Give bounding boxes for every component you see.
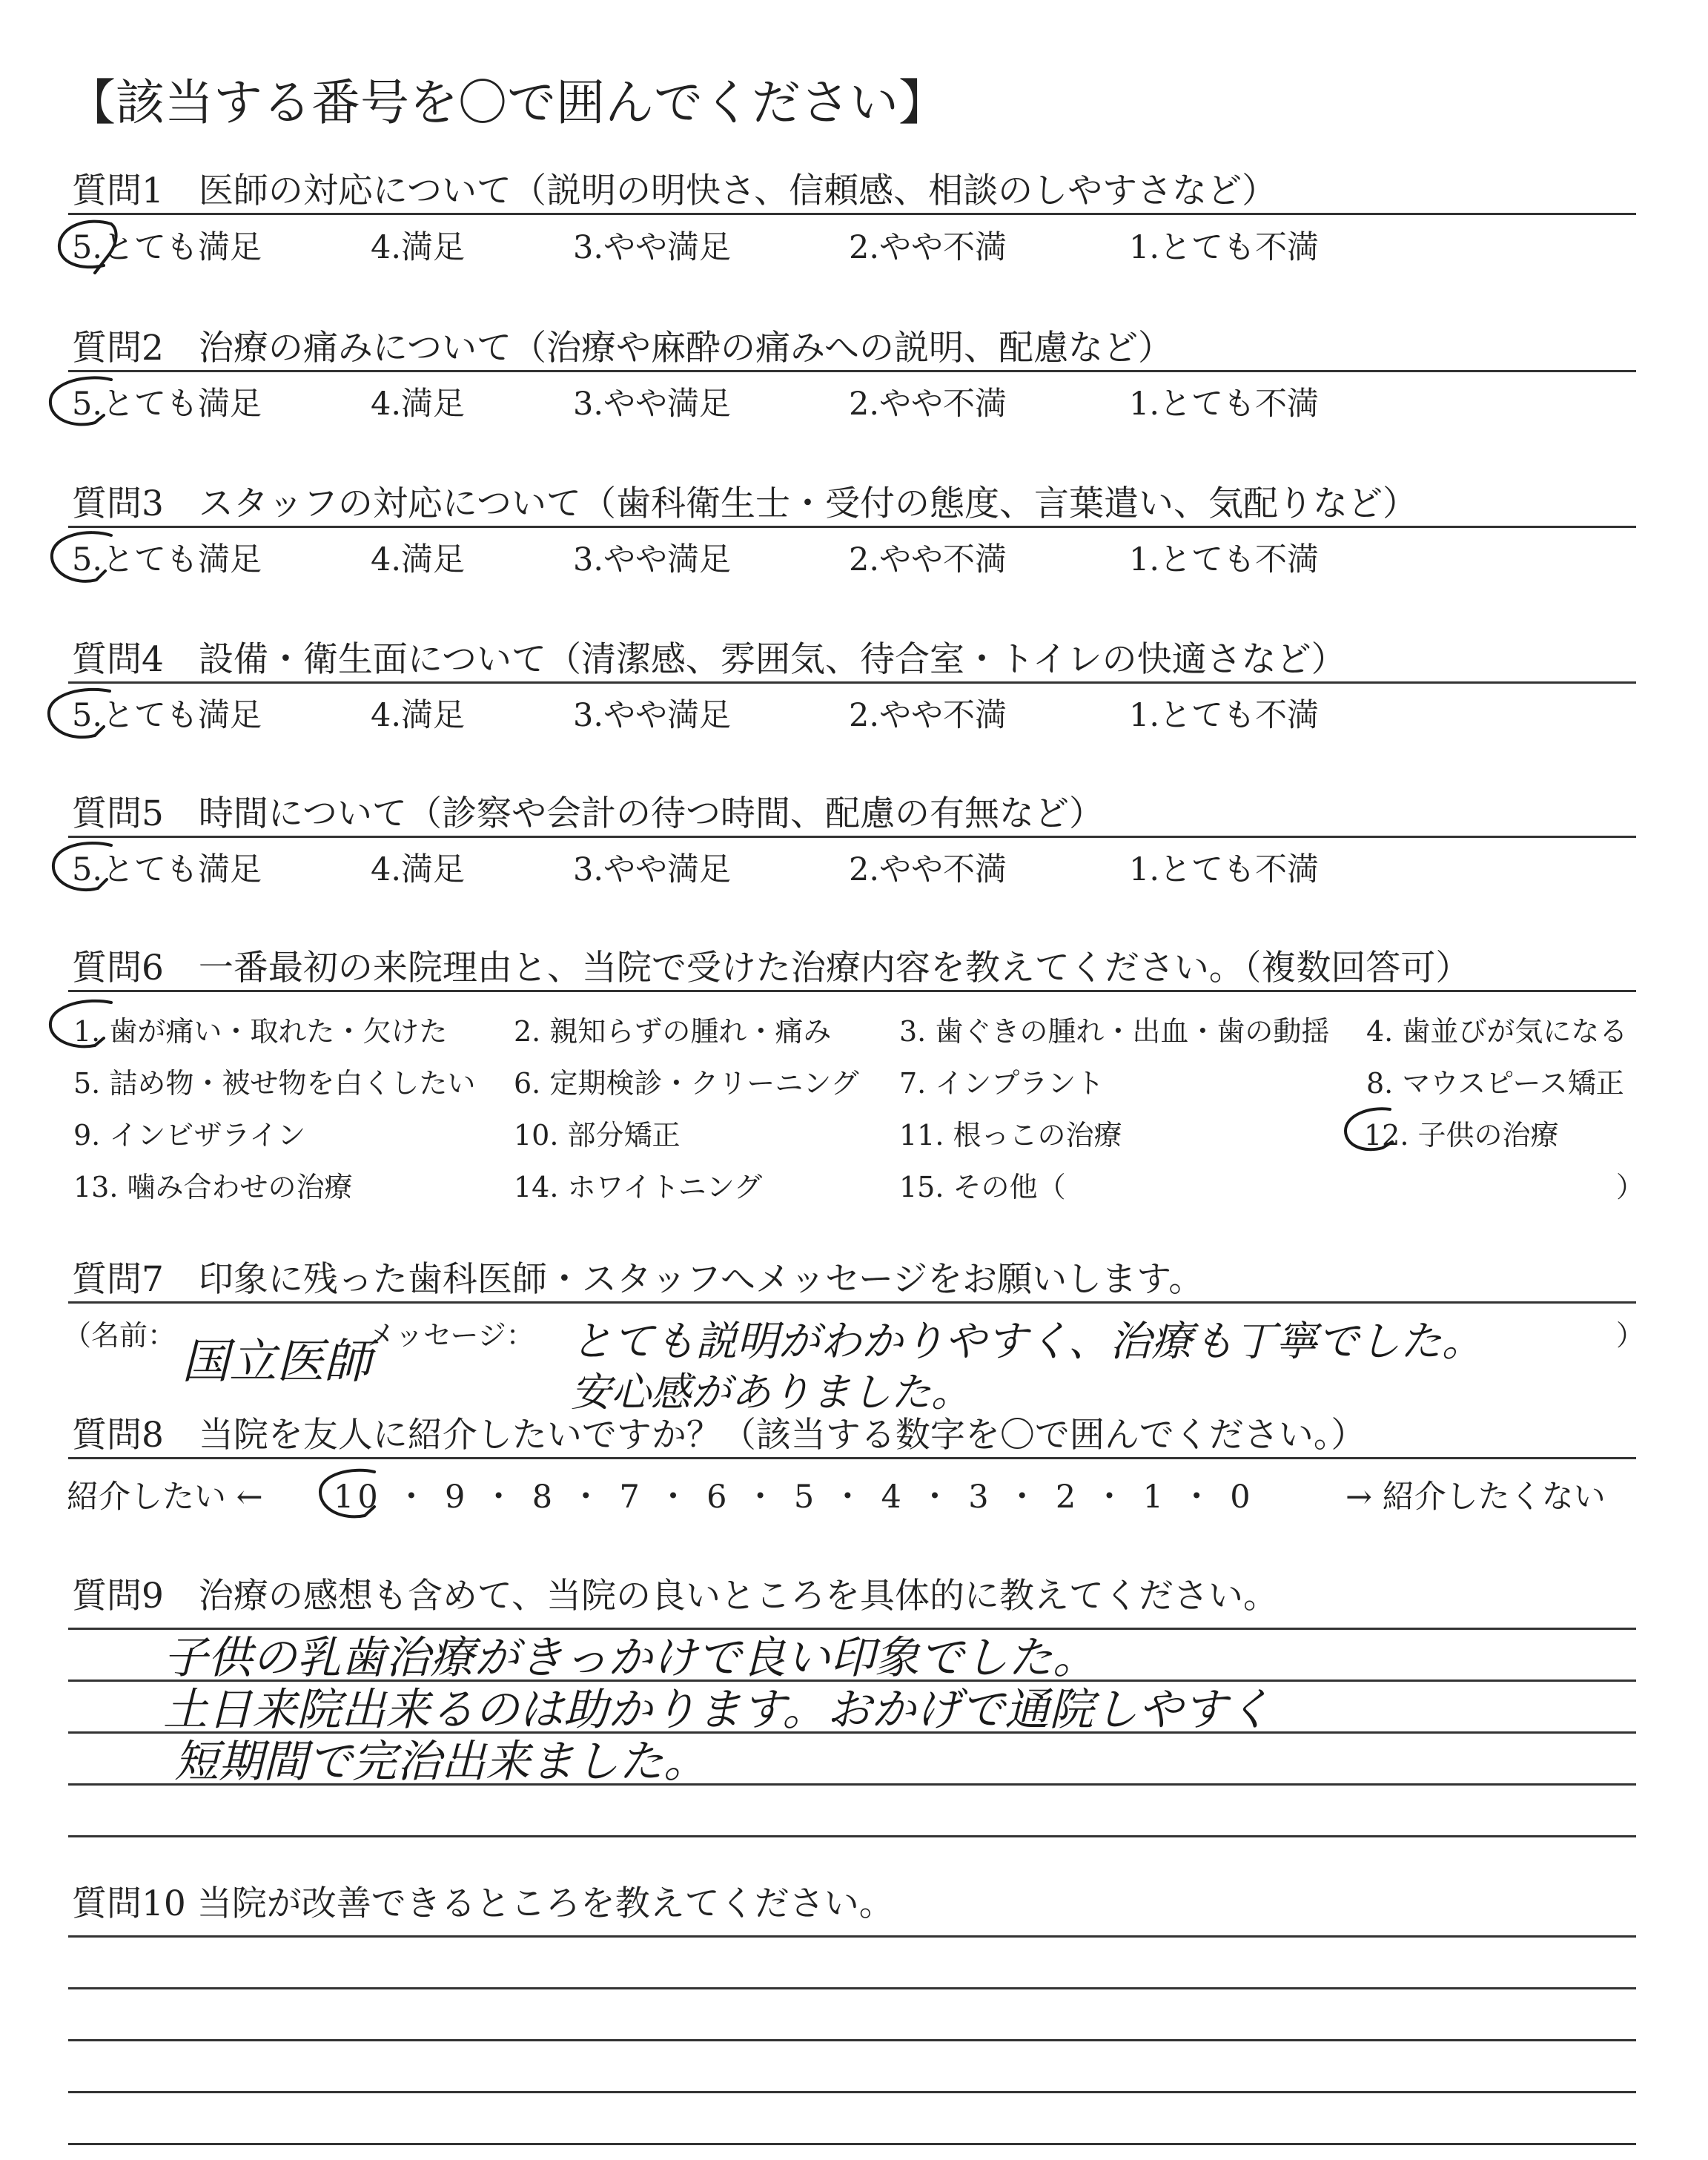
q2-option-4[interactable]: 4.満足 bbox=[371, 386, 466, 423]
question-7-label: 質問7 印象に残った歯科医師・スタッフへメッセージをお願いします。 bbox=[72, 1259, 1204, 1300]
q6-other-close-paren: ） bbox=[1616, 1171, 1645, 1203]
q5-option-5[interactable]: 5.とても満足 bbox=[72, 851, 262, 888]
q1-option-2[interactable]: 2.やや不満 bbox=[849, 229, 1007, 266]
q9-answer-line-2: 土日来院出来るのは助かります。おかげで通院しやすく bbox=[163, 1684, 1272, 1736]
q7-message-line-1: とても説明がわかりやすく、治療も丁寧でした。 bbox=[571, 1318, 1483, 1366]
q8-left-label: 紹介したい ← bbox=[67, 1479, 263, 1516]
q6-item-1-selection-circle bbox=[50, 1001, 111, 1047]
q4-option-2[interactable]: 2.やや不満 bbox=[849, 697, 1007, 734]
q7-message-label: メッセージ： bbox=[367, 1319, 534, 1352]
q1-option-3[interactable]: 3.やや満足 bbox=[573, 229, 732, 266]
q6-item-7[interactable]: 7. インプラント bbox=[899, 1067, 1105, 1100]
question-3-label: 質問3 スタッフの対応について（歯科衛生士・受付の態度、言葉遣い、気配りなど） bbox=[72, 483, 1417, 524]
q2-option-3[interactable]: 3.やや満足 bbox=[573, 386, 732, 423]
question-6-label: 質問6 一番最初の来院理由と、当院で受けた治療内容を教えてください。（複数回答可） bbox=[72, 948, 1471, 988]
q9-answer-line-3: 短期間で完治出来ました。 bbox=[174, 1736, 708, 1788]
q5-selection-circle bbox=[53, 843, 111, 890]
q1-option-5[interactable]: 5.とても満足 bbox=[72, 229, 262, 266]
question-4-label: 質問4 設備・衛生面について（清潔感、雰囲気、待合室・トイレの快適さなど） bbox=[72, 639, 1346, 680]
q2-option-1[interactable]: 1.とても不満 bbox=[1129, 386, 1320, 423]
q4-option-4[interactable]: 4.満足 bbox=[371, 697, 466, 734]
q6-item-8[interactable]: 8. マウスピース矯正 bbox=[1366, 1067, 1624, 1100]
q3-option-3[interactable]: 3.やや満足 bbox=[573, 541, 732, 578]
question-1-label: 質問1 医師の対応について（説明の明快さ、信頼感、相談のしやすさなど） bbox=[72, 171, 1277, 211]
q3-selection-circle bbox=[52, 532, 111, 581]
q8-scale[interactable]: 10 ・ 9 ・ 8 ・ 7 ・ 6 ・ 5 ・ 4 ・ 3 ・ 2 ・ 1 ・ 0 bbox=[334, 1479, 1254, 1516]
q4-option-3[interactable]: 3.やや満足 bbox=[573, 697, 732, 734]
question-10-label: 質問10 当院が改善できるところを教えてください。 bbox=[72, 1883, 894, 1924]
q6-item-12[interactable]: 12. 子供の治療 bbox=[1364, 1119, 1559, 1152]
q1-option-4[interactable]: 4.満足 bbox=[371, 229, 466, 266]
q2-selection-circle bbox=[50, 377, 111, 424]
q6-item-15[interactable]: 15. その他（ bbox=[899, 1171, 1066, 1203]
q5-option-1[interactable]: 1.とても不満 bbox=[1129, 851, 1320, 888]
q6-item-10[interactable]: 10. 部分矯正 bbox=[514, 1119, 681, 1152]
q9-answer-line-1: 子供の乳歯治療がきっかけで良い印象でした。 bbox=[163, 1632, 1097, 1684]
q3-option-1[interactable]: 1.とても不満 bbox=[1129, 541, 1320, 578]
q3-option-2[interactable]: 2.やや不満 bbox=[849, 541, 1007, 578]
q8-right-label: → 紹介したくない bbox=[1345, 1479, 1606, 1516]
q2-option-5[interactable]: 5.とても満足 bbox=[72, 386, 262, 423]
q7-name-label: （名前： bbox=[63, 1319, 176, 1352]
q5-option-3[interactable]: 3.やや満足 bbox=[573, 851, 732, 888]
q7-name-handwritten: 国立医師 bbox=[182, 1335, 371, 1390]
q6-item-4[interactable]: 4. 歯並びが気になる bbox=[1366, 1015, 1628, 1048]
q6-item-6[interactable]: 6. 定期検診・クリーニング bbox=[514, 1067, 859, 1100]
q4-option-1[interactable]: 1.とても不満 bbox=[1129, 697, 1320, 734]
question-9-label: 質問9 治療の感想も含めて、当院の良いところを具体的に教えてください。 bbox=[72, 1576, 1278, 1616]
q6-item-11[interactable]: 11. 根っこの治療 bbox=[899, 1119, 1122, 1152]
q1-selection-circle bbox=[59, 222, 116, 273]
question-2-label: 質問2 治療の痛みについて（治療や麻酔の痛みへの説明、配慮など） bbox=[72, 328, 1174, 369]
q3-option-4[interactable]: 4.満足 bbox=[371, 541, 466, 578]
q6-item-12-selection-circle bbox=[1345, 1109, 1392, 1149]
q2-option-2[interactable]: 2.やや不満 bbox=[849, 386, 1007, 423]
question-5-label: 質問5 時間について（診察や会計の待つ時間、配慮の有無など） bbox=[72, 793, 1104, 834]
q6-item-3[interactable]: 3. 歯ぐきの腫れ・出血・歯の動揺 bbox=[899, 1015, 1330, 1048]
q6-item-5[interactable]: 5. 詰め物・被せ物を白くしたい bbox=[73, 1067, 476, 1100]
q3-option-5[interactable]: 5.とても満足 bbox=[72, 541, 262, 578]
q6-item-1[interactable]: 1. 歯が痛い・取れた・欠けた bbox=[73, 1015, 448, 1048]
q7-close-paren: ） bbox=[1616, 1319, 1645, 1352]
q7-message-line-2: 安心感がありました。 bbox=[571, 1369, 971, 1416]
q4-option-5[interactable]: 5.とても満足 bbox=[72, 697, 262, 734]
q5-option-4[interactable]: 4.満足 bbox=[371, 851, 466, 888]
q5-option-2[interactable]: 2.やや不満 bbox=[849, 851, 1007, 888]
question-8-label: 質問8 当院を友人に紹介したいですか？（該当する数字を〇で囲んでください。） bbox=[72, 1415, 1366, 1456]
q4-selection-circle bbox=[49, 690, 110, 737]
q6-item-2[interactable]: 2. 親知らずの腫れ・痛み bbox=[514, 1015, 832, 1048]
q6-item-9[interactable]: 9. インビザライン bbox=[73, 1119, 306, 1152]
q6-item-14[interactable]: 14. ホワイトニング bbox=[514, 1171, 763, 1203]
page-title: 【該当する番号を〇で囲んでください】 bbox=[67, 74, 947, 131]
q1-option-1[interactable]: 1.とても不満 bbox=[1129, 229, 1320, 266]
q8-selection-circle bbox=[320, 1470, 374, 1517]
q6-item-13[interactable]: 13. 噛み合わせの治療 bbox=[73, 1171, 353, 1203]
